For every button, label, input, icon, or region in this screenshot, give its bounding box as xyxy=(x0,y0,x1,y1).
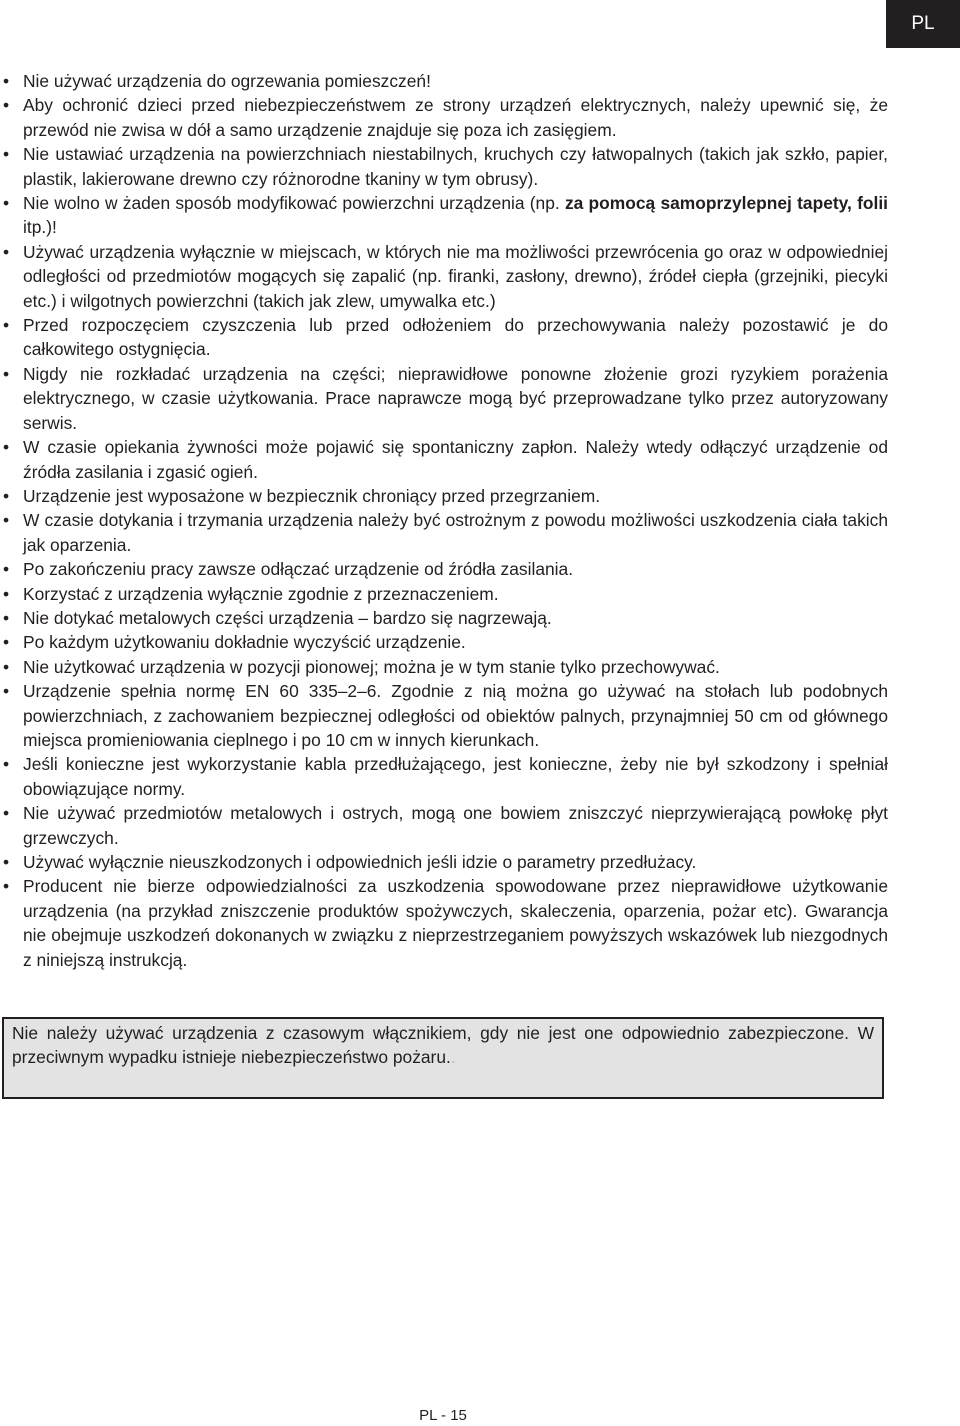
list-item: • Po zakończeniu pracy zawsze odłączać urządzenie od źródła zasilania. xyxy=(0,557,888,581)
list-item: • Korzystać z urządzenia wyłącznie zgodnie z przeznaczeniem. xyxy=(0,582,888,606)
list-item: • Urządzenie spełnia normę EN 60 335–2–6. Zgodnie z nią można go używać na stołach lub podobnych powierzchniach, z zachowaniem bezpiecznej odległości od obiektów palnych, przynajmniej 50 cm od głównego miejsca promieniowania cieplnego i po 10 cm w innych kierunkach. xyxy=(0,679,888,752)
fire-warning-trailing-dot: . xyxy=(450,1047,456,1068)
surface-text-suffix: itp.)! xyxy=(23,217,57,238)
surface-text-prefix: Nie wolno w żaden sposób modyfikować powierzchni urządzenia (np. xyxy=(23,193,565,214)
list-item: • Nie używać przedmiotów metalowych i ostrych, mogą one bowiem zniszczyć nieprzywierającą powłokę płyt grzewczych. xyxy=(0,801,888,850)
list-item: • Używać urządzenia wyłącznie w miejscach, w których nie ma możliwości przewrócenia go oraz w odpowiedniej odległości od przedmiotów mogących się zapalić (np. firanki, zasłony, drewno), źródeł ciepła (grzejniki, piecyki etc.) i wilgotnych powierzchni (takich jak zlew, umywalka etc.) xyxy=(0,240,888,313)
list-item: • Nie ustawiać urządzenia na powierzchniach niestabilnych, kruchych czy łatwopalnych (takich jak szkło, papier, plastik, lakierowane drewno czy różnorodne tkaniny w tym obrusy). xyxy=(0,142,888,191)
list-item: • Jeśli konieczne jest wykorzystanie kabla przedłużającego, jest konieczne, żeby nie był szkodzony i spełniał obowiązujące normy. xyxy=(0,752,888,801)
list-item: • Aby ochronić dzieci przed niebezpieczeństwem ze strony urządzeń elektrycznych, należy upewnić się, że przewód nie zwisa w dół a samo urządzenie znajduje się poza ich zasięgiem. xyxy=(0,93,888,142)
page-number: PL - 15 xyxy=(419,1407,467,1424)
safety-instructions xyxy=(0,69,888,972)
list-item: • Nie dotykać metalowych części urządzenia – bardzo się nagrzewają. xyxy=(0,606,888,630)
language-tab xyxy=(886,0,960,48)
list-item: • W czasie dotykania i trzymania urządzenia należy być ostrożnym z powodu możliwości uszkodzenia ciała takich jak oparzenia. xyxy=(0,508,888,557)
list-item: • Używać wyłącznie nieuszkodzonych i odpowiednich jeśli idzie o parametry przedłużacy. xyxy=(0,850,888,874)
list-item: • Producent nie bierze odpowiedzialności za uszkodzenia spowodowane przez nieprawidłowe użytkowanie urządzenia (na przykład zniszczenie produktów spożywczych, skaleczenia, oparzenia, pożar etc). Gwarancja nie obejmuje uszkodzeń dokonanych w związku z nieprzestrzeganiem powyższych wskazówek lub niezgodnych z niniejszą instrukcją. xyxy=(0,874,888,972)
list-item: • Przed rozpoczęciem czyszczenia lub przed odłożeniem do przechowywania należy pozostawić je do całkowitego ostygnięcia. xyxy=(0,313,888,362)
list-item: • Nie użytkować urządzenia w pozycji pionowej; można je w tym stanie tylko przechowywać. xyxy=(0,655,888,679)
fire-warning-text: Nie należy używać urządzenia z czasowym włącznikiem, gdy nie jest one odpowiednio zabezpieczone. W przeciwnym wypadku istnieje niebezpieczeństwo pożaru. xyxy=(12,1023,874,1068)
surface-text-bold: za pomocą samoprzylepnej tapety, folii xyxy=(564,193,888,214)
list-item: • W czasie opiekania żywności może pojawić się spontaniczny zapłon. Należy wtedy odłączyć urządzenie od źródła zasilania i zgasić ogień. xyxy=(0,435,888,484)
list-item: • Nie używać urządzenia do ogrzewania pomieszczeń! xyxy=(0,69,888,93)
list-item-surface-modification xyxy=(0,191,888,240)
list-item: • Po każdym użytkowaniu dokładnie wyczyścić urządzenie. xyxy=(0,630,888,654)
fire-warning-box xyxy=(2,1017,884,1099)
safety-list xyxy=(0,69,888,972)
list-item: • Nigdy nie rozkładać urządzenia na części; nieprawidłowe ponowne złożenie grozi ryzykiem porażenia elektrycznego, w czasie użytkowania. Prace naprawcze mogą być przeprowadzane tylko przez autoryzowany serwis. xyxy=(0,362,888,435)
language-tab-label: PL xyxy=(911,13,935,34)
list-item: • Urządzenie jest wyposażone w bezpiecznik chroniący przed przegrzaniem. xyxy=(0,484,888,508)
